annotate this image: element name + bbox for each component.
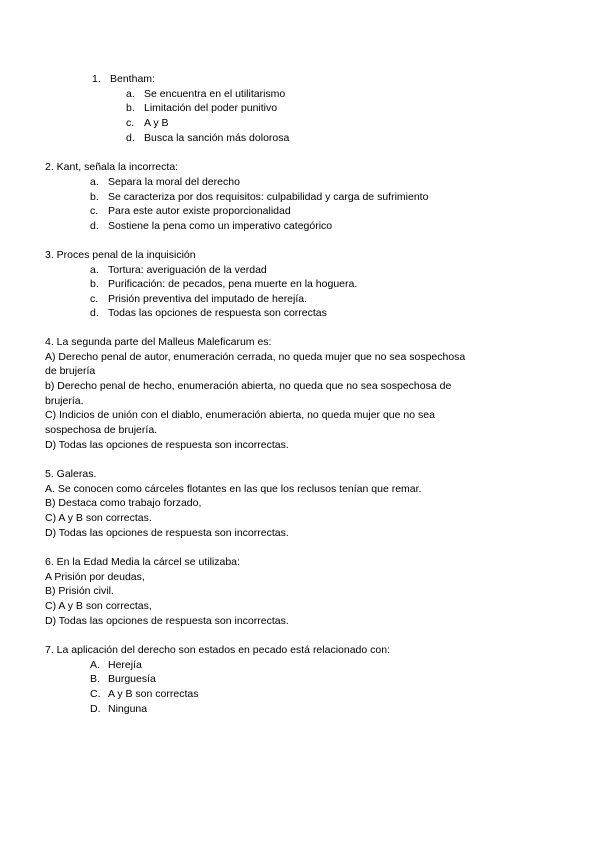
option-text: Ninguna	[108, 703, 148, 715]
question-7-option-d	[90, 702, 147, 716]
option-letter: d.	[90, 307, 99, 319]
question-1-option-a	[126, 87, 285, 101]
option-text: A y B	[144, 117, 169, 129]
option-letter: c.	[90, 293, 99, 305]
option-letter: a.	[126, 88, 135, 100]
question-6-line: A Prisión por deudas,	[45, 571, 145, 583]
option-letter: B.	[90, 673, 100, 685]
question-7-option-c	[90, 687, 198, 701]
question-4-line: C) Indicios de unión con el diablo, enumeración abierta, no queda mujer que no sea	[45, 409, 435, 421]
question-1-number: 1.	[92, 73, 101, 85]
question-4-line: de brujería	[45, 365, 96, 377]
option-letter: a.	[90, 176, 99, 188]
question-3-option-d	[90, 306, 327, 320]
option-letter: b.	[126, 102, 135, 114]
question-6-line: B) Prisión civil.	[45, 585, 114, 597]
option-text: Para este autor existe proporcionalidad	[108, 205, 291, 217]
question-4-line: brujería.	[45, 395, 84, 407]
option-text: A y B son correctas	[108, 688, 199, 700]
question-6-line: D) Todas las opciones de respuesta son incorrectas.	[45, 615, 289, 627]
question-1-title	[92, 72, 155, 86]
question-7-title: 7. La aplicación del derecho son estados en pecado está relacionado con:	[45, 644, 390, 656]
option-text: Sostiene la pena como un imperativo categórico	[108, 220, 333, 232]
option-text: Purificación: de pecados, pena muerte en la hoguera.	[108, 278, 358, 290]
question-7-option-a	[90, 658, 142, 672]
option-text: Separa la moral del derecho	[108, 176, 240, 188]
question-4-line: D) Todas las opciones de respuesta son incorrectas.	[45, 439, 289, 451]
option-text: Limitación del poder punitivo	[144, 102, 278, 114]
option-letter: c.	[126, 117, 135, 129]
option-text: Se encuentra en el utilitarismo	[144, 88, 286, 100]
question-2-option-c	[90, 204, 291, 218]
question-4-line: b) Derecho penal de hecho, enumeración abierta, no queda que no sea sospechosa de	[45, 380, 452, 392]
question-3-title: 3. Proces penal de la inquisición	[45, 249, 196, 261]
question-6-line: C) A y B son correctas,	[45, 600, 152, 612]
question-2-option-d	[90, 219, 332, 233]
option-letter: d.	[90, 220, 99, 232]
question-4-title: 4. La segunda parte del Malleus Maleficarum es:	[45, 336, 272, 348]
question-1-title-text: Bentham:	[110, 73, 155, 85]
question-5-line: C) A y B son correctas.	[45, 512, 152, 524]
question-5-line: D) Todas las opciones de respuesta son incorrectas.	[45, 527, 289, 539]
question-2-option-a	[90, 175, 240, 189]
option-letter: d.	[126, 132, 135, 144]
option-letter: C.	[90, 688, 101, 700]
option-text: Prisión preventiva del imputado de herejía.	[108, 293, 308, 305]
option-letter: D.	[90, 703, 101, 715]
question-1-option-c	[126, 116, 169, 130]
question-5-line: A. Se conocen como cárceles flotantes en las que los reclusos tenían que remar.	[45, 483, 422, 495]
option-text: Todas las opciones de respuesta son correctas	[108, 307, 327, 319]
question-6-title: 6. En la Edad Media la cárcel se utilizaba:	[45, 556, 240, 568]
option-letter: b.	[90, 278, 99, 290]
option-letter: c.	[90, 205, 99, 217]
question-5-line: B) Destaca como trabajo forzado,	[45, 497, 202, 509]
question-1-option-b	[126, 101, 277, 115]
option-text: Burguesía	[108, 673, 156, 685]
question-4-line: A) Derecho penal de autor, enumeración cerrada, no queda mujer que no sea sospechosa	[45, 351, 466, 363]
question-4-line: sospechosa de brujería.	[45, 424, 158, 436]
option-text: Herejía	[108, 659, 142, 671]
question-1-option-d	[126, 131, 289, 145]
option-text: Tortura: averiguación de la verdad	[108, 264, 267, 276]
question-7-option-b	[90, 672, 156, 686]
option-letter: b.	[90, 191, 99, 203]
question-3-option-b	[90, 277, 357, 291]
question-5-title: 5. Galeras.	[45, 468, 97, 480]
question-3-option-a	[90, 263, 267, 277]
option-text: Busca la sanción más dolorosa	[144, 132, 290, 144]
option-text: Se caracteriza por dos requisitos: culpabilidad y carga de sufrimiento	[108, 191, 429, 203]
option-letter: A.	[90, 659, 100, 671]
question-3-option-c	[90, 292, 307, 306]
question-2-option-b	[90, 190, 428, 204]
option-letter: a.	[90, 264, 99, 276]
question-2-title: 2. Kant, señala la incorrecta:	[45, 161, 179, 173]
